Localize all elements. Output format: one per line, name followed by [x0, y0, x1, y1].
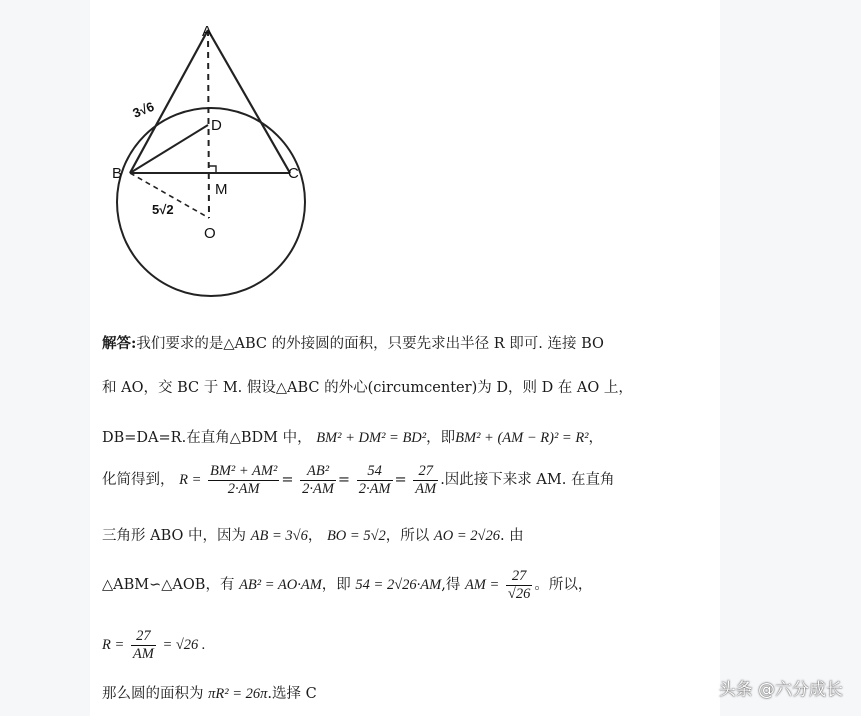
line-6-b: ，即 — [321, 577, 351, 593]
line-4-b: .因此接下来求 AM. 在直角 — [440, 472, 615, 488]
line-5-eq2: BO = 5√2 — [326, 528, 386, 544]
label-c: C — [288, 165, 299, 182]
geometry-figure — [90, 0, 720, 310]
line-6-am: AM = — [464, 577, 500, 593]
line-3-eq1: BM² + DM² = BD² — [316, 430, 427, 446]
line-7-eq: = √26 . — [162, 637, 206, 653]
label-b: B — [112, 165, 123, 182]
line-7-r: R = — [102, 637, 125, 653]
label-o: O — [204, 225, 216, 242]
solution-line-2 — [102, 378, 633, 398]
fraction-am: $\frac{27}{√26}$ — [507, 567, 531, 602]
line-3-b: ，即 — [426, 430, 456, 446]
line-4-a: 化简得到， — [102, 472, 175, 488]
answer-label: 解答: — [102, 335, 137, 352]
line-5-eq3: AO = 2√26 — [433, 528, 500, 544]
label-a: A — [202, 23, 213, 40]
line-6-a: △ABM∽△AOB，有 — [102, 577, 235, 593]
line-5-eq1: AB = 3√6 — [250, 528, 308, 544]
watermark: 头条 @六分成长 — [718, 680, 843, 700]
side-ac — [208, 30, 290, 173]
line-6-d: 。所以， — [534, 577, 593, 593]
solution-line-1 — [102, 334, 604, 354]
fraction-r: $\frac{27}{AM}$ — [132, 627, 154, 662]
line-8-b: .选择 C — [267, 686, 317, 702]
line-3-c: ， — [588, 430, 604, 446]
fraction-1: $\frac{\text{BM² + AM²}}{2\cdot AM}$ — [210, 462, 278, 497]
line-4-r: R = — [179, 472, 202, 488]
line-2-text: 和 AO，交 BC 于 M. 假设△ABC 的外心(circumcenter)为 D，则 D 在 AO 上， — [102, 380, 633, 396]
segment-bd — [130, 125, 208, 173]
line-3-a: DB=DA=R.在直角△BDM 中， — [102, 430, 312, 446]
line-5-d: . 由 — [499, 528, 524, 544]
solution-line-7 — [102, 626, 206, 664]
solution-line-5 — [102, 526, 524, 546]
line-1-text: 我们要求的是△ABC 的外接圆的面积，只要先求出半径 R 即可. 连接 BO — [136, 336, 604, 352]
document-page — [90, 0, 720, 716]
line-5-a: 三角形 ABO 中，因为 — [102, 528, 247, 544]
line-8-eq: πR² = 26π — [208, 686, 268, 702]
fraction-2: $\frac{\text{AB²}}{2\cdot AM}$ — [302, 462, 334, 497]
circumcircle — [117, 108, 305, 296]
solution-line-3 — [102, 428, 603, 448]
line-8-a: 那么圆的面积为 — [102, 686, 204, 702]
solution-line-8 — [102, 684, 317, 704]
line-5-c: ，所以 — [385, 528, 430, 544]
line-3-eq2: BM² + (AM − R)² = R² — [455, 430, 589, 446]
fraction-4: $\frac{27}{AM}$ — [415, 462, 437, 497]
label-m: M — [215, 181, 228, 198]
fraction-3: $\frac{54}{2\cdot AM}$ — [358, 462, 391, 497]
line-6-c: ,得 — [441, 577, 461, 593]
segment-ao — [208, 30, 209, 218]
label-d: D — [211, 117, 222, 134]
line-5-b: ， — [307, 528, 323, 544]
solution-line-4: 化简得到， R = $\frac{\text{BM² + AM²}}{2\cdot AM}$ = $\frac{\text{AB²}}{2\cdot AM}$ = $\frac{54}{2\cdot AM}$ = $\frac{27}{AM}$ .因此接下来求 AM. 在直角 — [102, 462, 615, 497]
label-bo-length: 5√2 — [152, 202, 174, 217]
line-6-eq1: AB² = AO·AM — [239, 577, 322, 593]
solution-line-6 — [102, 566, 592, 604]
line-6-eq2: 54 = 2√26·AM — [355, 577, 442, 593]
label-ab-length: 3√6 — [130, 98, 157, 121]
